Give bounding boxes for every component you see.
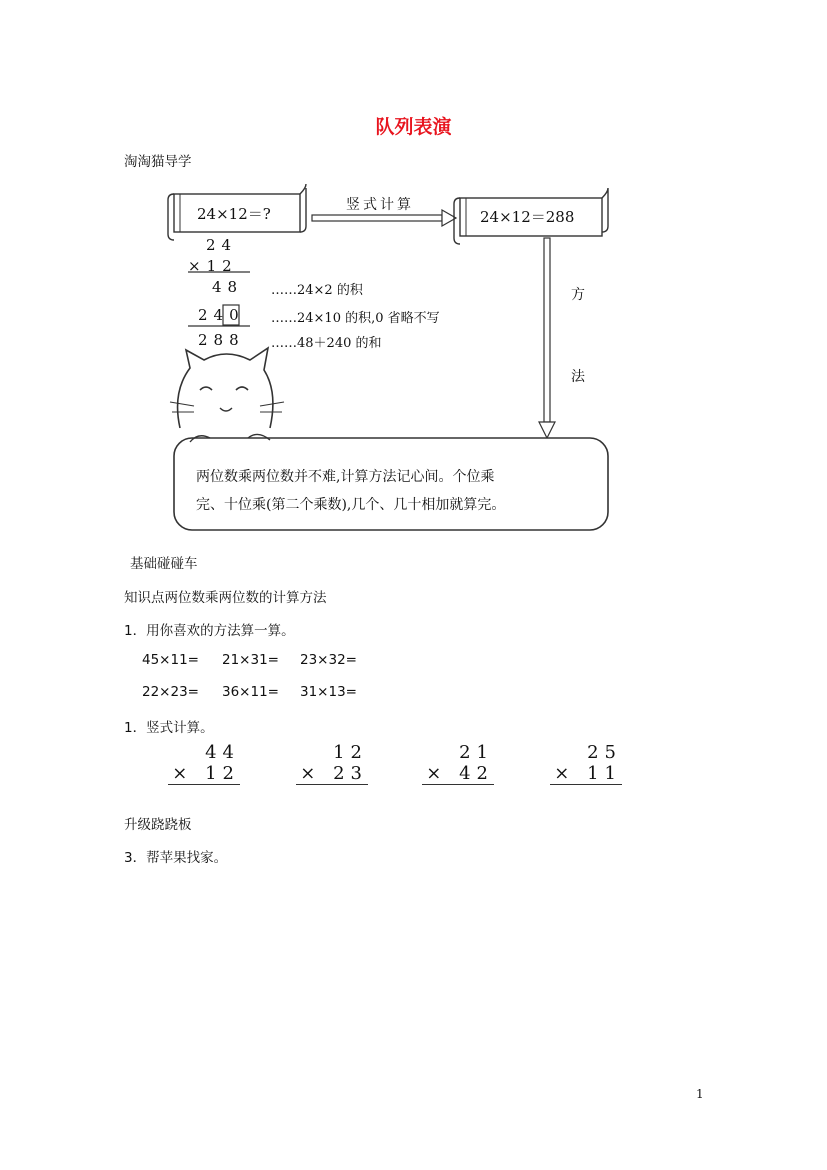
vertical-problem: [550, 742, 622, 785]
vertical-top: 25: [587, 742, 622, 763]
calc-note: ……24×10 的积,0 省略不写: [271, 311, 440, 326]
knowledge-point: 知识点两位数乘两位数的计算方法: [124, 590, 327, 606]
q1-item: 23×32=: [300, 652, 357, 668]
arrow-down: [539, 238, 555, 438]
answer-text: 24×12＝288: [480, 208, 575, 226]
calc-row: ×12: [188, 257, 238, 275]
illustration-drawing: [150, 180, 630, 540]
calc-note: ……24×2 的积: [271, 283, 363, 298]
method-char-1: 方: [571, 287, 585, 303]
calc-row: 48: [212, 278, 244, 296]
speech-line-1: 两位数乘两位数并不难,计算方法记心间。个位乘: [196, 469, 495, 485]
cat-mascot: [170, 348, 284, 428]
q1-item: 45×11=: [142, 652, 199, 668]
vertical-top: 44: [205, 742, 240, 763]
vertical-problem: [422, 742, 494, 785]
section-upgrade-heading: 升级跷跷板: [124, 817, 192, 833]
vertical-problem: [296, 742, 368, 785]
arrow-label: 竖式计算: [346, 197, 414, 213]
problem-text: 24×12＝?: [197, 205, 271, 223]
vertical-bottom: × 11: [550, 763, 622, 785]
calc-row: 24: [206, 236, 238, 254]
vertical-top: 21: [459, 742, 494, 763]
q1-item: 21×31=: [222, 652, 279, 668]
q2-title: 1．竖式计算。: [124, 720, 214, 736]
calc-note: ……48＋240 的和: [271, 336, 382, 351]
vertical-bottom: × 42: [422, 763, 494, 785]
method-char-2: 法: [571, 369, 585, 385]
vertical-problem: [168, 742, 240, 785]
vertical-top: 12: [333, 742, 368, 763]
calc-row: 240: [198, 306, 245, 324]
q1-item: 31×13=: [300, 684, 357, 700]
section-basic-heading: 基础碰碰车: [130, 556, 198, 572]
q3-title: 3．帮苹果找家。: [124, 850, 228, 866]
q1-item: 36×11=: [222, 684, 279, 700]
section-guide-heading: 淘淘猫导学: [124, 154, 192, 170]
guide-illustration: [150, 180, 630, 540]
page-title: 队列表演: [375, 116, 452, 138]
page-number: 1: [696, 1087, 704, 1101]
calc-row: 288: [198, 331, 245, 349]
speech-line-2: 完、十位乘(第二个乘数),几个、几十相加就算完。: [196, 497, 506, 513]
vertical-bottom: × 23: [296, 763, 368, 785]
vertical-bottom: × 12: [168, 763, 240, 785]
q1-title: 1．用你喜欢的方法算一算。: [124, 623, 295, 639]
q1-item: 22×23=: [142, 684, 199, 700]
